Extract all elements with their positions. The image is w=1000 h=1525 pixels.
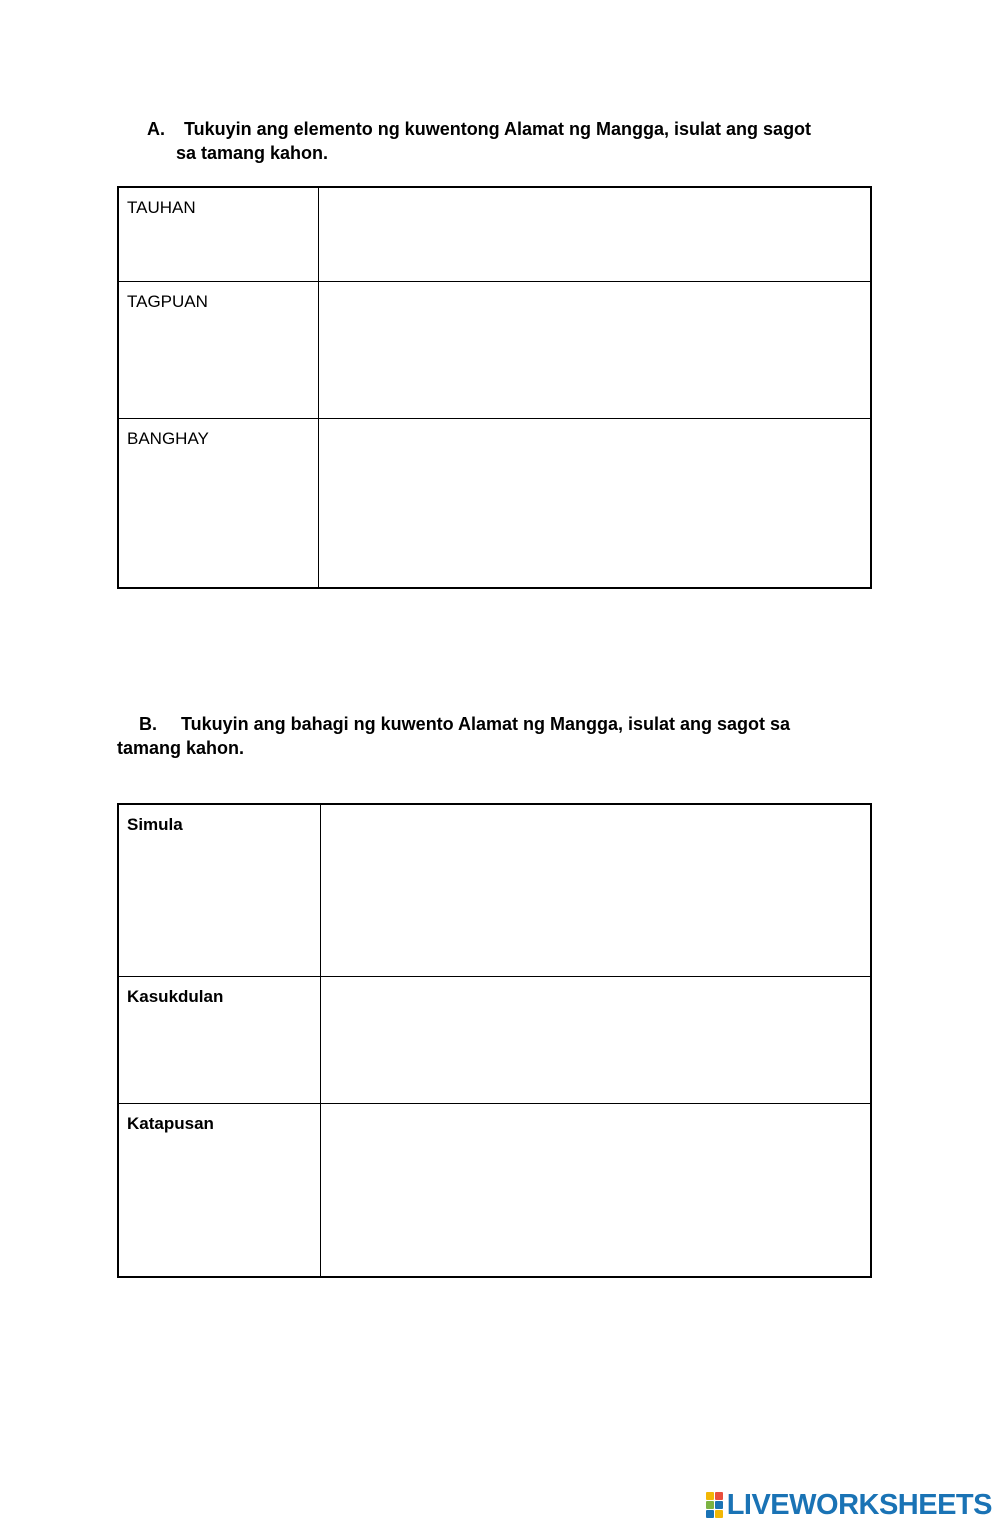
table-row [118,418,871,588]
liveworksheets-logo-icon [706,1492,723,1518]
section-a-instruction-line2: sa tamang kahon. [176,143,329,163]
row-label-kasukdulan: Kasukdulan [118,976,321,1103]
table-row [118,1103,871,1277]
answer-box-kasukdulan[interactable] [321,976,872,1103]
logo-text: LIVEWORKSHEETS [726,1488,992,1521]
section-b-letter: B. [139,714,157,734]
answer-box-banghay[interactable] [319,418,872,588]
section-a-letter: A. [147,119,165,139]
section-b-table [117,803,872,1278]
table-row [118,976,871,1103]
row-label-tagpuan [118,281,319,418]
row-label-text: BANGHAY [127,428,209,448]
section-a-instruction-line1: Tukuyin ang elemento ng kuwentong Alamat ng Mangga, isulat ang sagot [184,119,812,139]
table-row [118,281,871,418]
section-b-instruction-line2: tamang kahon. [117,738,245,758]
table-row [118,187,871,281]
section-a-table [117,186,872,589]
row-label-simula: Simula [118,804,321,976]
row-label-katapusan: Katapusan [118,1103,321,1277]
row-label-text: TAUHAN [127,198,196,217]
row-label-tauhan [118,187,319,281]
answer-box-simula[interactable] [321,804,872,976]
answer-box-tagpuan[interactable] [319,281,872,418]
table-row [118,804,871,976]
liveworksheets-logo [706,1490,992,1520]
answer-box-tauhan[interactable] [319,187,872,281]
section-a-instruction [147,117,880,165]
section-b-instruction [117,712,857,760]
section-b-instruction-line1: Tukuyin ang bahagi ng kuwento Alamat ng Mangga, isulat ang sagot sa [181,714,791,734]
answer-box-katapusan[interactable] [321,1103,872,1277]
row-label-text: TAGPUAN [127,291,208,311]
row-label-banghay [118,418,319,588]
